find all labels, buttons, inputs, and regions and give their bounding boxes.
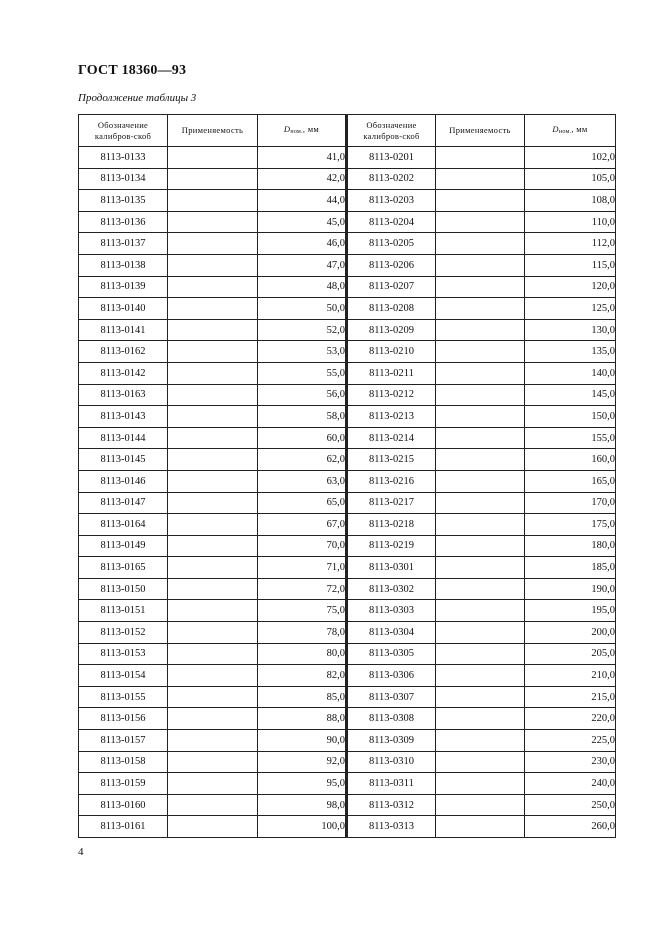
left-code-cell: 8113-0157	[79, 730, 168, 752]
left-applicability-cell	[168, 341, 258, 363]
right-diameter-cell: 130,0	[525, 319, 616, 341]
left-applicability-cell	[168, 384, 258, 406]
right-applicability-cell	[436, 794, 525, 816]
left-code-cell: 8113-0138	[79, 254, 168, 276]
left-diameter-cell: 62,0	[258, 449, 347, 471]
left-applicability-cell	[168, 449, 258, 471]
left-diameter-cell: 45,0	[258, 211, 347, 233]
left-code-cell: 8113-0165	[79, 557, 168, 579]
left-diameter-cell: 47,0	[258, 254, 347, 276]
right-applicability-cell	[436, 276, 525, 298]
table-row	[79, 427, 616, 449]
left-applicability-cell	[168, 147, 258, 169]
right-applicability-cell	[436, 492, 525, 514]
right-applicability-cell	[436, 147, 525, 169]
right-diameter-cell: 120,0	[525, 276, 616, 298]
left-applicability-cell	[168, 211, 258, 233]
right-code-cell: 8113-0303	[347, 600, 436, 622]
table-row	[79, 600, 616, 622]
right-diameter-cell: 225,0	[525, 730, 616, 752]
right-code-cell: 8113-0302	[347, 578, 436, 600]
left-code-cell: 8113-0162	[79, 341, 168, 363]
right-diameter-cell: 150,0	[525, 406, 616, 428]
right-code-cell: 8113-0219	[347, 535, 436, 557]
right-diameter-cell: 190,0	[525, 578, 616, 600]
right-diameter-cell: 175,0	[525, 514, 616, 536]
left-diameter-cell: 90,0	[258, 730, 347, 752]
right-diameter-cell: 115,0	[525, 254, 616, 276]
left-applicability-cell	[168, 535, 258, 557]
table-row	[79, 233, 616, 255]
diameter-subscript: ном.	[558, 128, 572, 135]
right-diameter-cell: 210,0	[525, 665, 616, 687]
right-diameter-cell: 250,0	[525, 794, 616, 816]
table-row	[79, 708, 616, 730]
right-applicability-cell	[436, 665, 525, 687]
right-diameter-cell: 112,0	[525, 233, 616, 255]
left-diameter-cell: 50,0	[258, 298, 347, 320]
left-code-cell: 8113-0164	[79, 514, 168, 536]
table-row	[79, 794, 616, 816]
table-row	[79, 341, 616, 363]
left-diameter-cell: 67,0	[258, 514, 347, 536]
gauge-table	[78, 114, 616, 838]
right-code-cell: 8113-0205	[347, 233, 436, 255]
right-code-cell: 8113-0211	[347, 362, 436, 384]
left-code-cell: 8113-0136	[79, 211, 168, 233]
table-caption: Продолжение таблицы 3	[78, 92, 197, 104]
left-diameter-cell: 53,0	[258, 341, 347, 363]
right-diameter-cell: 140,0	[525, 362, 616, 384]
left-code-cell: 8113-0137	[79, 233, 168, 255]
right-code-cell: 8113-0308	[347, 708, 436, 730]
right-applicability-cell	[436, 816, 525, 838]
table-row	[79, 686, 616, 708]
left-applicability-cell	[168, 643, 258, 665]
left-diameter-cell: 63,0	[258, 470, 347, 492]
left-applicability-cell	[168, 578, 258, 600]
table-row	[79, 384, 616, 406]
right-diameter-cell: 155,0	[525, 427, 616, 449]
table-row	[79, 147, 616, 169]
right-applicability-cell	[436, 557, 525, 579]
left-code-cell: 8113-0158	[79, 751, 168, 773]
right-code-cell: 8113-0216	[347, 470, 436, 492]
right-code-cell: 8113-0202	[347, 168, 436, 190]
left-diameter-cell: 82,0	[258, 665, 347, 687]
left-applicability-cell	[168, 816, 258, 838]
left-diameter-cell: 78,0	[258, 622, 347, 644]
left-code-cell: 8113-0160	[79, 794, 168, 816]
table-row	[79, 254, 616, 276]
right-diameter-cell: 165,0	[525, 470, 616, 492]
right-diameter-cell: 240,0	[525, 773, 616, 795]
right-diameter-cell: 260,0	[525, 816, 616, 838]
right-code-cell: 8113-0309	[347, 730, 436, 752]
left-applicability-cell	[168, 492, 258, 514]
left-diameter-cell: 85,0	[258, 686, 347, 708]
diameter-subscript: ном.	[290, 128, 303, 135]
left-code-cell: 8113-0163	[79, 384, 168, 406]
left-applicability-cell	[168, 470, 258, 492]
left-diameter-cell: 92,0	[258, 751, 347, 773]
right-applicability-cell	[436, 578, 525, 600]
right-diameter-cell: 195,0	[525, 600, 616, 622]
right-applicability-cell	[436, 643, 525, 665]
right-code-cell: 8113-0208	[347, 298, 436, 320]
left-applicability-cell	[168, 254, 258, 276]
right-code-cell: 8113-0204	[347, 211, 436, 233]
left-diameter-cell: 41,0	[258, 147, 347, 169]
left-code-cell: 8113-0141	[79, 319, 168, 341]
right-applicability-cell	[436, 449, 525, 471]
right-applicability-cell	[436, 254, 525, 276]
right-diameter-cell: 215,0	[525, 686, 616, 708]
table-row	[79, 578, 616, 600]
left-diameter-cell: 65,0	[258, 492, 347, 514]
table-row	[79, 190, 616, 212]
right-applicability-cell	[436, 622, 525, 644]
header-designation-right: Обозначение калибров-скоб	[347, 115, 436, 147]
left-code-cell: 8113-0140	[79, 298, 168, 320]
table-header-row	[79, 115, 616, 147]
left-applicability-cell	[168, 708, 258, 730]
left-code-cell: 8113-0147	[79, 492, 168, 514]
table-row	[79, 557, 616, 579]
page-number: 4	[78, 846, 84, 858]
header-diameter-right	[525, 115, 616, 147]
left-applicability-cell	[168, 168, 258, 190]
left-applicability-cell	[168, 773, 258, 795]
left-diameter-cell: 60,0	[258, 427, 347, 449]
right-code-cell: 8113-0203	[347, 190, 436, 212]
document-title: ГОСТ 18360—93	[78, 63, 187, 78]
right-diameter-cell: 135,0	[525, 341, 616, 363]
right-code-cell: 8113-0307	[347, 686, 436, 708]
right-code-cell: 8113-0217	[347, 492, 436, 514]
left-code-cell: 8113-0150	[79, 578, 168, 600]
left-code-cell: 8113-0154	[79, 665, 168, 687]
right-code-cell: 8113-0313	[347, 816, 436, 838]
right-applicability-cell	[436, 708, 525, 730]
diameter-unit: , мм	[302, 123, 320, 134]
left-applicability-cell	[168, 751, 258, 773]
right-code-cell: 8113-0301	[347, 557, 436, 579]
right-code-cell: 8113-0213	[347, 406, 436, 428]
right-applicability-cell	[436, 427, 525, 449]
table-row	[79, 298, 616, 320]
left-applicability-cell	[168, 514, 258, 536]
table-row	[79, 622, 616, 644]
left-code-cell: 8113-0152	[79, 622, 168, 644]
right-diameter-cell: 125,0	[525, 298, 616, 320]
table-row	[79, 362, 616, 384]
table-row	[79, 168, 616, 190]
header-diameter-left	[258, 115, 347, 147]
left-diameter-cell: 100,0	[258, 816, 347, 838]
header-applicability-right: Применяемость	[436, 115, 525, 147]
right-diameter-cell: 205,0	[525, 643, 616, 665]
right-code-cell: 8113-0306	[347, 665, 436, 687]
left-diameter-cell: 72,0	[258, 578, 347, 600]
table-row	[79, 406, 616, 428]
left-diameter-cell: 56,0	[258, 384, 347, 406]
right-applicability-cell	[436, 233, 525, 255]
right-code-cell: 8113-0218	[347, 514, 436, 536]
left-code-cell: 8113-0155	[79, 686, 168, 708]
left-applicability-cell	[168, 362, 258, 384]
left-applicability-cell	[168, 557, 258, 579]
right-applicability-cell	[436, 730, 525, 752]
left-applicability-cell	[168, 665, 258, 687]
left-code-cell: 8113-0143	[79, 406, 168, 428]
left-applicability-cell	[168, 406, 258, 428]
left-code-cell: 8113-0146	[79, 470, 168, 492]
table-body	[79, 147, 616, 838]
left-diameter-cell: 95,0	[258, 773, 347, 795]
right-diameter-cell: 108,0	[525, 190, 616, 212]
left-diameter-cell: 80,0	[258, 643, 347, 665]
left-diameter-cell: 98,0	[258, 794, 347, 816]
left-diameter-cell: 42,0	[258, 168, 347, 190]
left-applicability-cell	[168, 730, 258, 752]
right-diameter-cell: 105,0	[525, 168, 616, 190]
left-code-cell: 8113-0156	[79, 708, 168, 730]
right-diameter-cell: 220,0	[525, 708, 616, 730]
right-applicability-cell	[436, 362, 525, 384]
right-diameter-cell: 110,0	[525, 211, 616, 233]
table-row	[79, 665, 616, 687]
right-code-cell: 8113-0210	[347, 341, 436, 363]
right-diameter-cell: 180,0	[525, 535, 616, 557]
left-diameter-cell: 52,0	[258, 319, 347, 341]
right-applicability-cell	[436, 751, 525, 773]
right-applicability-cell	[436, 298, 525, 320]
right-code-cell: 8113-0201	[347, 147, 436, 169]
right-diameter-cell: 185,0	[525, 557, 616, 579]
table-row	[79, 276, 616, 298]
left-diameter-cell: 75,0	[258, 600, 347, 622]
right-diameter-cell: 200,0	[525, 622, 616, 644]
left-applicability-cell	[168, 600, 258, 622]
table-row	[79, 492, 616, 514]
right-code-cell: 8113-0215	[347, 449, 436, 471]
right-diameter-cell: 230,0	[525, 751, 616, 773]
left-applicability-cell	[168, 190, 258, 212]
right-code-cell: 8113-0305	[347, 643, 436, 665]
left-applicability-cell	[168, 233, 258, 255]
left-code-cell: 8113-0151	[79, 600, 168, 622]
right-applicability-cell	[436, 514, 525, 536]
left-diameter-cell: 48,0	[258, 276, 347, 298]
table-row	[79, 730, 616, 752]
right-code-cell: 8113-0207	[347, 276, 436, 298]
left-applicability-cell	[168, 794, 258, 816]
right-applicability-cell	[436, 686, 525, 708]
table-row	[79, 773, 616, 795]
left-diameter-cell: 58,0	[258, 406, 347, 428]
left-code-cell: 8113-0144	[79, 427, 168, 449]
right-code-cell: 8113-0304	[347, 622, 436, 644]
left-diameter-cell: 55,0	[258, 362, 347, 384]
left-code-cell: 8113-0139	[79, 276, 168, 298]
left-diameter-cell: 71,0	[258, 557, 347, 579]
right-applicability-cell	[436, 319, 525, 341]
right-code-cell: 8113-0214	[347, 427, 436, 449]
left-applicability-cell	[168, 427, 258, 449]
table-row	[79, 319, 616, 341]
table-row	[79, 751, 616, 773]
right-diameter-cell: 170,0	[525, 492, 616, 514]
right-applicability-cell	[436, 535, 525, 557]
left-diameter-cell: 46,0	[258, 233, 347, 255]
table-row	[79, 535, 616, 557]
right-diameter-cell: 145,0	[525, 384, 616, 406]
right-code-cell: 8113-0212	[347, 384, 436, 406]
left-code-cell: 8113-0159	[79, 773, 168, 795]
left-applicability-cell	[168, 319, 258, 341]
table-row	[79, 514, 616, 536]
left-code-cell: 8113-0133	[79, 147, 168, 169]
table-row	[79, 643, 616, 665]
left-code-cell: 8113-0145	[79, 449, 168, 471]
right-diameter-cell: 102,0	[525, 147, 616, 169]
left-code-cell: 8113-0134	[79, 168, 168, 190]
header-applicability-left: Применяемость	[168, 115, 258, 147]
left-applicability-cell	[168, 622, 258, 644]
right-code-cell: 8113-0310	[347, 751, 436, 773]
right-applicability-cell	[436, 168, 525, 190]
left-applicability-cell	[168, 276, 258, 298]
right-code-cell: 8113-0312	[347, 794, 436, 816]
table-row	[79, 211, 616, 233]
left-diameter-cell: 70,0	[258, 535, 347, 557]
right-applicability-cell	[436, 406, 525, 428]
table-row	[79, 470, 616, 492]
left-code-cell: 8113-0135	[79, 190, 168, 212]
right-applicability-cell	[436, 384, 525, 406]
right-applicability-cell	[436, 190, 525, 212]
diameter-unit: , мм	[571, 123, 588, 134]
left-code-cell: 8113-0161	[79, 816, 168, 838]
left-code-cell: 8113-0149	[79, 535, 168, 557]
table-row	[79, 816, 616, 838]
right-applicability-cell	[436, 341, 525, 363]
right-code-cell: 8113-0311	[347, 773, 436, 795]
left-applicability-cell	[168, 298, 258, 320]
left-code-cell: 8113-0153	[79, 643, 168, 665]
left-diameter-cell: 44,0	[258, 190, 347, 212]
table-row	[79, 449, 616, 471]
right-diameter-cell: 160,0	[525, 449, 616, 471]
header-designation-left: Обозначение калибров-скоб	[79, 115, 168, 147]
diameter-symbol: D	[283, 123, 291, 134]
right-applicability-cell	[436, 470, 525, 492]
diameter-symbol: D	[552, 123, 559, 134]
right-code-cell: 8113-0206	[347, 254, 436, 276]
right-code-cell: 8113-0209	[347, 319, 436, 341]
right-applicability-cell	[436, 600, 525, 622]
left-applicability-cell	[168, 686, 258, 708]
right-applicability-cell	[436, 211, 525, 233]
left-code-cell: 8113-0142	[79, 362, 168, 384]
left-diameter-cell: 88,0	[258, 708, 347, 730]
right-applicability-cell	[436, 773, 525, 795]
